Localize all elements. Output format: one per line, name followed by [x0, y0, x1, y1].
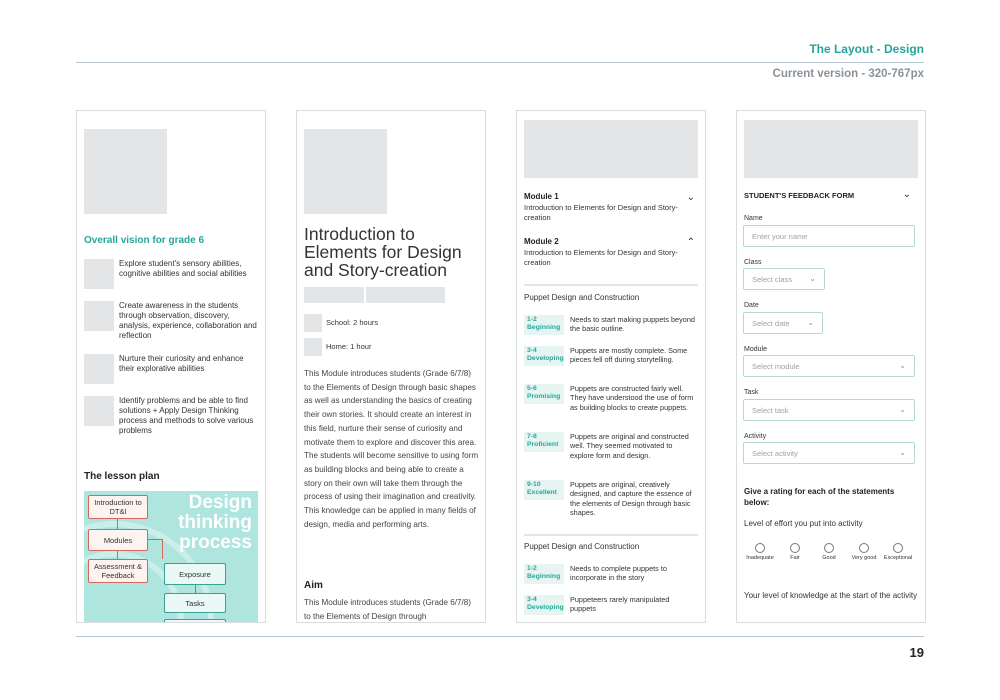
level-badge: 1-2 Beginning [524, 315, 564, 335]
chevron-down-icon: ⌄ [809, 274, 816, 283]
feedback-form-title: STUDENT'S FEEDBACK FORM [744, 191, 855, 200]
tag-placeholder [304, 287, 364, 303]
image-placeholder [84, 129, 167, 214]
class-placeholder: Select class [752, 275, 793, 284]
version-subtitle: Current version - 320-767px [772, 68, 924, 80]
level-badge: 3-4 Developing [524, 346, 564, 366]
school-duration-text: School: 2 hours [326, 318, 379, 327]
chevron-down-icon: ⌄ [807, 318, 814, 327]
rubric-section-title: Puppet Design and Construction [524, 293, 640, 302]
class-label: Class [744, 259, 762, 266]
date-select[interactable] [743, 312, 823, 334]
class-select[interactable] [743, 268, 825, 290]
diagram-node [164, 619, 226, 623]
rating-option-label: Exceptional [883, 555, 913, 561]
level-description: Needs to start making puppets beyond the basic outline. [570, 315, 695, 334]
module-accordion-2[interactable] [524, 237, 699, 268]
chevron-down-icon: ⌄ [899, 405, 906, 414]
vision-item-icon-placeholder [84, 301, 114, 331]
module-placeholder: Select module [752, 362, 800, 371]
module-accordion-1[interactable] [524, 192, 699, 223]
image-placeholder [744, 120, 918, 178]
vision-item-text: Nurture their curiosity and enhance their explorative abilities [119, 354, 244, 373]
diagram-connector [117, 551, 118, 559]
image-placeholder [304, 129, 387, 214]
module-description: This Module introduces students (Grade 6/7/8) to the Elements of Design through basic shapes as well as understanding the basics of creating their own stories. It should create an interest in this field, nurture their sense of curiosity and motivate them to explore and discover this area. The students will become sensitive to using form as building blocks and being able to create a story on their own will take them through the process of using their imagination and creativity. This knowledge can be applied in many fields of design, media and performing arts. [304, 369, 479, 529]
chevron-down-icon[interactable]: ⌄ [686, 192, 695, 203]
name-input[interactable] [743, 225, 915, 247]
date-label: Date [744, 302, 759, 309]
tag-placeholder [366, 287, 445, 303]
page-number: 19 [909, 645, 924, 660]
rating-radio-fair[interactable] [790, 543, 800, 553]
rating-option-label: Inadequate [746, 555, 774, 561]
rating-option-label: Good [822, 555, 836, 561]
diagram-connector [117, 519, 118, 529]
task-label: Task [744, 389, 759, 396]
design-thinking-diagram [84, 491, 258, 623]
diagram-node: Exposure [164, 563, 226, 585]
diagram-node: Assessment & Feedback [88, 559, 148, 583]
mockup-panel-grade-overview [76, 110, 266, 623]
level-badge: 1-2 Beginning [524, 564, 564, 584]
level-description: Needs to complete puppets to incorporate in the story [570, 564, 667, 583]
aim-description: This Module introduces students (Grade 6/7/8) to the Elements of Design through [304, 598, 471, 621]
clock-icon-placeholder [304, 314, 322, 332]
school-duration [304, 314, 479, 332]
module-accordion-title: Module 2 [524, 237, 559, 246]
name-placeholder: Enter your name [752, 232, 808, 241]
chevron-down-icon: ⌄ [899, 448, 906, 457]
rating-radio-inadequate[interactable] [755, 543, 765, 553]
rating-instructions: Give a rating for each of the statements below: [744, 487, 895, 507]
diagram-node: Introduction to DT&I [88, 495, 148, 519]
diagram-title: Design thinking process [178, 492, 252, 553]
diagram-node: Modules [88, 529, 148, 551]
mockup-panel-feedback-form [736, 110, 926, 623]
level-description: Puppets are original, creatively designed, and capture the essence of the elements of Design through basic shapes. [570, 480, 692, 518]
lesson-plan-heading: The lesson plan [84, 471, 160, 482]
vision-item-icon-placeholder [84, 259, 114, 289]
vision-item-text: Explore student's sensory abilities, cognitive abilities and social abilities [119, 259, 247, 278]
section-divider [524, 284, 698, 286]
document-title: The Layout - Design [809, 42, 924, 56]
chevron-up-icon[interactable]: ⌃ [686, 237, 695, 248]
home-duration-text: Home: 1 hour [326, 342, 372, 351]
rating-statement: Level of effort you put into activity [744, 519, 863, 528]
module-accordion-title: Module 1 [524, 192, 559, 201]
vision-item-text: Create awareness in the students through observation, discovery, analysis, experience, collaboration and reflection [119, 301, 257, 340]
module-select[interactable] [743, 355, 915, 377]
section-divider [524, 534, 698, 536]
home-duration [304, 338, 479, 356]
rating-option-label: Very good [851, 555, 877, 561]
rating-option-label: Fair [790, 555, 800, 561]
diagram-connector [162, 539, 163, 559]
level-description: Puppets are constructed fairly well. They have understood the use of form as building blocks to create puppets. [570, 384, 694, 412]
activity-select[interactable] [743, 442, 915, 464]
module-accordion-desc: Introduction to Elements for Design and Story-creation [524, 248, 678, 267]
module-title: Introduction to Elements for Design and Story-creation [304, 224, 462, 280]
diagram-connector [195, 585, 196, 593]
module-label: Module [744, 346, 767, 353]
aim-heading: Aim [304, 580, 323, 591]
level-badge: 3-4 Developing [524, 595, 564, 615]
diagram-connector [148, 539, 162, 540]
level-badge: 5-6 Promising [524, 384, 564, 404]
name-label: Name [744, 215, 763, 222]
diagram-node: Tasks [164, 593, 226, 613]
date-placeholder: Select date [752, 319, 790, 328]
module-accordion-desc: Introduction to Elements for Design and Story-creation [524, 203, 678, 222]
level-badge: 7-8 Proficient [524, 432, 564, 452]
rating-radio-good[interactable] [824, 543, 834, 553]
chevron-down-icon: ⌄ [899, 361, 906, 370]
rating-radio-exceptional[interactable] [893, 543, 903, 553]
vision-item-icon-placeholder [84, 354, 114, 384]
activity-placeholder: Select activity [752, 449, 798, 458]
rubric-section-title: Puppet Design and Construction [524, 542, 640, 551]
header-divider [76, 62, 924, 63]
clock-icon-placeholder [304, 338, 322, 356]
rating-statement: Your level of knowledge at the start of the activity [744, 591, 918, 600]
image-placeholder [524, 120, 698, 178]
vision-item-icon-placeholder [84, 396, 114, 426]
level-description: Puppets are original and constructed well. They seemed motivated to explore form and design. [570, 432, 689, 460]
mockup-panel-module-intro [296, 110, 486, 623]
footer-divider [76, 636, 924, 637]
level-badge: 9-10 Excellent [524, 480, 564, 500]
task-placeholder: Select task [752, 406, 789, 415]
vision-item-text: Identify problems and be able to find solutions + Apply Design Thinking process and methods to solve various problems [119, 396, 254, 435]
rating-radio-very-good[interactable] [859, 543, 869, 553]
level-description: Puppeteers rarely manipulated puppets [570, 595, 670, 614]
mockup-panel-assessment [516, 110, 706, 623]
level-description: Puppets are mostly complete. Some pieces fell off during storytelling. [570, 346, 688, 365]
chevron-down-icon[interactable]: ⌄ [902, 189, 911, 200]
vision-heading: Overall vision for grade 6 [84, 235, 205, 246]
task-select[interactable] [743, 399, 915, 421]
activity-label: Activity [744, 433, 767, 440]
